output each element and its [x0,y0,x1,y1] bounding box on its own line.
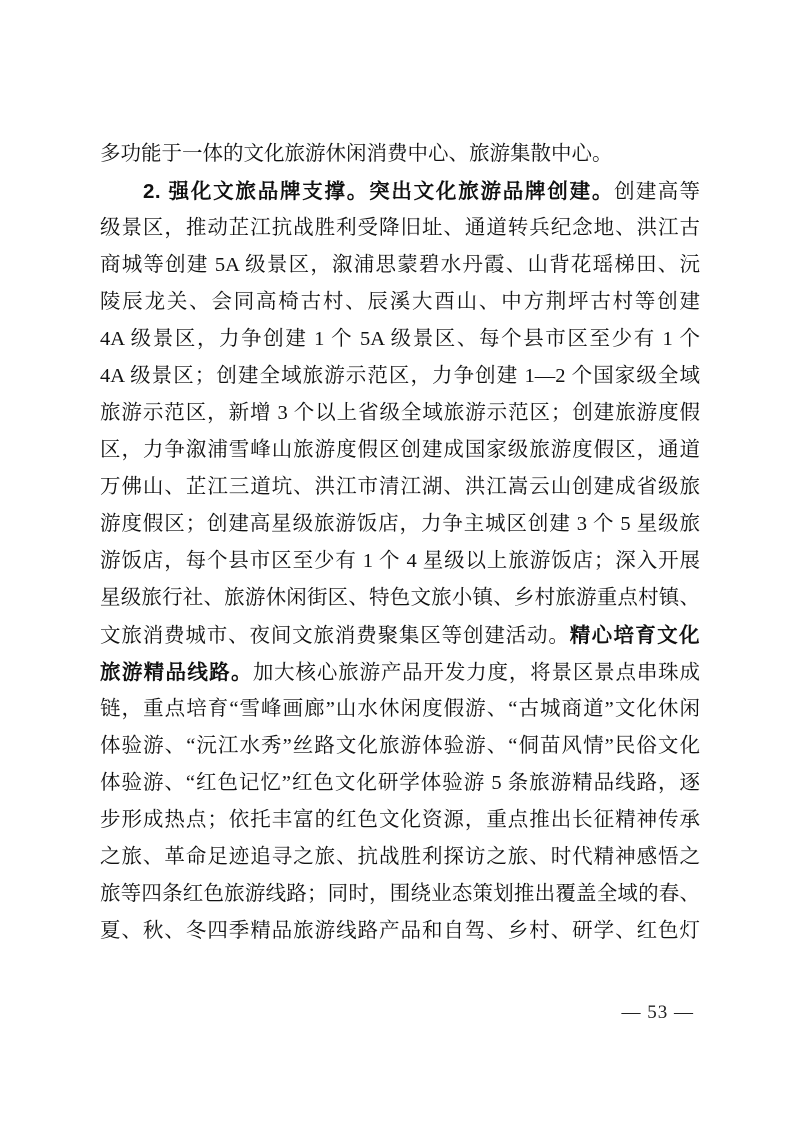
text-segment: 夏、秋、冬四季精品旅游线路产品和自驾、乡村、研学、红色灯 [100,920,700,942]
text-segment: 多功能于一体的文化旅游休闲消费中心、旅游集散中心。 [100,143,613,165]
text-line [100,284,700,321]
text-line [100,247,700,284]
text-line [100,395,700,432]
text-segment: 体验游、“红色记忆”红色文化研学体验游 5 条旅游精品线路，逐 [100,772,700,794]
text-segment: 之旅、革命足迹追寻之旅、抗战胜利探访之旅、时代精神感悟之 [100,846,700,868]
page-number: — 53 — [621,1002,694,1023]
text-segment: 陵辰龙关、会同高椅古村、辰溪大酉山、中方荆坪古村等创建 [100,291,700,313]
text-segment: 链，重点培育“雪峰画廊”山水休闲度假游、“古城商道”文化休闲 [100,698,700,720]
text-segment: 体验游、“沅江水秀”丝路文化旅游体验游、“侗苗风情”民俗文化 [100,735,700,757]
bold-text-segment: 旅游精品线路。 [100,661,253,684]
text-segment: 创建高等 [614,181,700,203]
text-segment: 区，力争溆浦雪峰山旅游度假区创建成国家级旅游度假区，通道 [100,439,700,461]
text-segment: 步形成热点；依托丰富的红色文化资源，重点推出长征精神传承 [100,809,700,831]
text-segment: 商城等创建 5A 级景区，溆浦思蒙碧水丹霞、山背花瑶梯田、沅 [100,254,700,276]
text-line [100,321,700,358]
text-line [100,765,700,802]
text-line [100,839,700,876]
text-segment: 旅等四条红色旅游线路；同时，围绕业态策划推出覆盖全域的春、 [100,883,700,905]
text-line [100,506,700,543]
text-segment: 旅游示范区，新增 3 个以上省级全域旅游示范区；创建旅游度假 [100,402,700,424]
bold-text-segment: 精心培育文化 [569,624,701,647]
text-line [100,617,700,654]
text-segment: 游度假区；创建高星级旅游饭店，力争主城区创建 3 个 5 星级旅 [100,513,700,535]
text-segment: 星级旅行社、旅游休闲街区、特色文旅小镇、乡村旅游重点村镇、 [100,587,700,609]
text-line [100,469,700,506]
text-line [100,691,700,728]
text-line [100,173,700,210]
text-line [100,210,700,247]
text-segment: 4A 级景区，力争创建 1 个 5A 级景区、每个县市区至少有 1 个 [100,328,700,350]
body-text [100,136,700,950]
text-line [100,136,700,173]
bold-text-segment: 2. 强化文旅品牌支撑。突出文化旅游品牌创建。 [143,180,615,203]
text-line [100,728,700,765]
text-segment: 文旅消费城市、夜间文旅消费聚集区等创建活动。 [100,625,570,647]
text-line [100,543,700,580]
text-line [100,432,700,469]
text-line [100,358,700,395]
text-line [100,876,700,913]
text-segment: 级景区，推动芷江抗战胜利受降旧址、通道转兵纪念地、洪江古 [100,217,700,239]
text-segment: 万佛山、芷江三道坑、洪江市清江湖、洪江嵩云山创建成省级旅 [100,476,700,498]
text-line [100,913,700,950]
text-line [100,580,700,617]
text-segment: 游饭店，每个县市区至少有 1 个 4 星级以上旅游饭店；深入开展 [100,550,700,572]
text-segment: 加大核心旅游产品开发力度，将景区景点串珠成 [252,662,701,684]
text-line [100,654,700,691]
text-line [100,802,700,839]
text-segment: 4A 级景区；创建全域旅游示范区，力争创建 1—2 个国家级全域 [100,365,700,387]
